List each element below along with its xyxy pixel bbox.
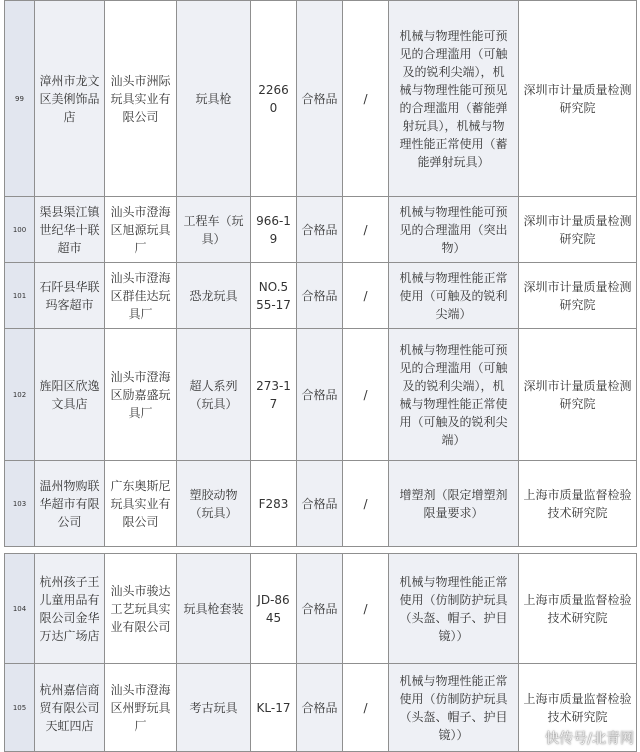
model-number: KL-17	[251, 664, 297, 752]
manufacturer-name: 汕头市澄海区州野玩具厂	[105, 664, 177, 752]
failed-items: 增塑剂（限定增塑剂限量要求）	[389, 461, 519, 547]
product-name: 超人系列（玩具）	[177, 329, 251, 461]
testing-lab: 深圳市计量质量检测研究院	[519, 197, 637, 263]
slash-cell: /	[343, 461, 389, 547]
row-number: 102	[5, 329, 35, 461]
store-name: 杭州孩子王儿童用品有限公司金华万达广场店	[35, 554, 105, 664]
store-name: 旌阳区欣逸文具店	[35, 329, 105, 461]
model-number: 966-19	[251, 197, 297, 263]
test-result: 合格品	[297, 1, 343, 197]
testing-lab: 深圳市计量质量检测研究院	[519, 329, 637, 461]
testing-lab: 上海市质量监督检验技术研究院	[519, 554, 637, 664]
manufacturer-name: 汕头市澄海区旭源玩具厂	[105, 197, 177, 263]
slash-cell: /	[343, 197, 389, 263]
testing-lab: 上海市质量监督检验技术研究院	[519, 664, 637, 752]
testing-lab: 深圳市计量质量检测研究院	[519, 1, 637, 197]
failed-items: 机械与物理性能可预见的合理滥用（可触及的锐利尖端），机械与物理性能正常使用（可触及的锐利尖端）	[389, 329, 519, 461]
slash-cell: /	[343, 329, 389, 461]
slash-cell: /	[343, 664, 389, 752]
table-row	[5, 197, 637, 263]
model-number: JD-8645	[251, 554, 297, 664]
failed-items: 机械与物理性能正常使用（仿制防护玩具（头盔、帽子、护目镜））	[389, 554, 519, 664]
row-number: 100	[5, 197, 35, 263]
model-number: NO.555-17	[251, 263, 297, 329]
row-number: 103	[5, 461, 35, 547]
failed-items: 机械与物理性能可预见的合理滥用（可触及的锐利尖端），机械与物理性能可预见的合理滥用（蓄能弹射玩具），机械与物理性能正常使用（蓄能弹射玩具）	[389, 1, 519, 197]
product-name: 工程车（玩具）	[177, 197, 251, 263]
model-number: 22660	[251, 1, 297, 197]
store-name: 石阡县华联玛客超市	[35, 263, 105, 329]
failed-items: 机械与物理性能正常使用（可触及的锐利尖端）	[389, 263, 519, 329]
table-row	[5, 263, 637, 329]
testing-lab: 上海市质量监督检验技术研究院	[519, 461, 637, 547]
test-result: 合格品	[297, 461, 343, 547]
table-row	[5, 329, 637, 461]
product-name: 考古玩具	[177, 664, 251, 752]
testing-lab: 深圳市计量质量检测研究院	[519, 263, 637, 329]
manufacturer-name: 汕头市澄海区群佳达玩具厂	[105, 263, 177, 329]
row-number: 101	[5, 263, 35, 329]
table-row	[5, 554, 637, 664]
product-name: 玩具枪	[177, 1, 251, 197]
model-number: 273-17	[251, 329, 297, 461]
table-row	[5, 461, 637, 547]
row-number: 105	[5, 664, 35, 752]
failed-items: 机械与物理性能正常使用（仿制防护玩具（头盔、帽子、护目镜））	[389, 664, 519, 752]
store-name: 温州物购联华超市有限公司	[35, 461, 105, 547]
section-gap	[5, 547, 637, 554]
manufacturer-name: 汕头市澄海区励嘉盛玩具厂	[105, 329, 177, 461]
recall-table	[4, 0, 637, 752]
manufacturer-name: 广东奥斯尼玩具实业有限公司	[105, 461, 177, 547]
test-result: 合格品	[297, 664, 343, 752]
table-row	[5, 1, 637, 197]
store-name: 漳州市龙文区美俐饰品店	[35, 1, 105, 197]
manufacturer-name: 汕头市洲际玩具实业有限公司	[105, 1, 177, 197]
model-number: F283	[251, 461, 297, 547]
row-number: 99	[5, 1, 35, 197]
test-result: 合格品	[297, 263, 343, 329]
test-result: 合格品	[297, 329, 343, 461]
slash-cell: /	[343, 1, 389, 197]
manufacturer-name: 汕头市骏达工艺玩具实业有限公司	[105, 554, 177, 664]
slash-cell: /	[343, 554, 389, 664]
store-name: 渠县渠江镇世纪华十联超市	[35, 197, 105, 263]
test-result: 合格品	[297, 554, 343, 664]
slash-cell: /	[343, 263, 389, 329]
product-name: 恐龙玩具	[177, 263, 251, 329]
row-number: 104	[5, 554, 35, 664]
product-name: 塑胶动物（玩具）	[177, 461, 251, 547]
store-name: 杭州嘉信商贸有限公司天虹四店	[35, 664, 105, 752]
failed-items: 机械与物理性能可预见的合理滥用（突出物）	[389, 197, 519, 263]
test-result: 合格品	[297, 197, 343, 263]
gap-cell	[5, 547, 637, 554]
product-name: 玩具枪套装	[177, 554, 251, 664]
watermark: 快传号/北青网	[545, 731, 634, 747]
table-row	[5, 664, 637, 752]
